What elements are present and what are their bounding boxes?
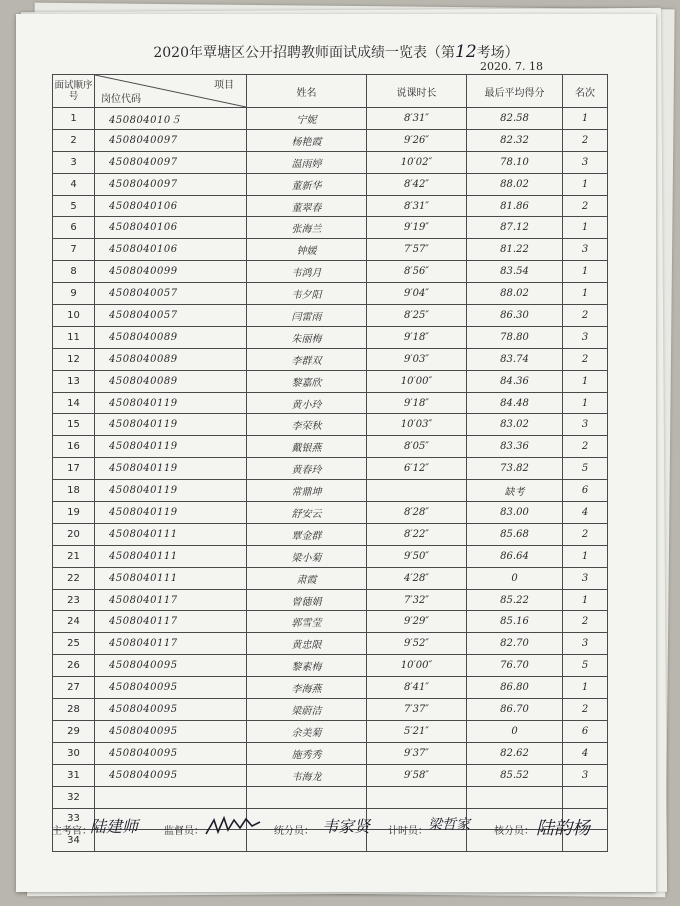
title-suffix: 考场） [476, 45, 519, 61]
row-lecture-time: 8′31″ [367, 195, 467, 217]
row-seq: 28 [53, 699, 95, 721]
table-row [53, 414, 608, 436]
header-rank: 名次 [563, 75, 608, 108]
row-name: 朱丽梅 [247, 326, 367, 348]
table-row [53, 720, 608, 742]
row-score: 0 [467, 567, 563, 589]
table-row [53, 129, 608, 151]
row-post-code: 4508040095 [95, 742, 247, 764]
row-seq: 3 [53, 151, 95, 173]
row-seq: 32 [53, 786, 95, 808]
row-name: 韦鸿月 [247, 261, 367, 283]
row-score: 76.70 [467, 655, 563, 677]
header-item-post [95, 75, 247, 108]
row-lecture-time: 9′29″ [367, 611, 467, 633]
row-lecture-time: 10′00″ [367, 370, 467, 392]
row-rank: 1 [563, 589, 608, 611]
row-seq: 30 [53, 742, 95, 764]
row-lecture-time: 8′22″ [367, 523, 467, 545]
row-rank: 3 [563, 633, 608, 655]
supervisor-signature-scribble [204, 814, 264, 838]
row-post-code: 4508040119 [95, 480, 247, 502]
row-name: 黄春玲 [247, 458, 367, 480]
row-score: 81.86 [467, 195, 563, 217]
row-rank: 2 [563, 348, 608, 370]
row-lecture-time: 8′05″ [367, 436, 467, 458]
row-seq: 11 [53, 326, 95, 348]
row-post-code: 450804010５ [95, 108, 247, 130]
row-seq: 31 [53, 764, 95, 786]
header-item: 项目 [214, 80, 234, 91]
row-post-code: 4508040089 [95, 326, 247, 348]
row-rank: 3 [563, 764, 608, 786]
row-name: 李荣秋 [247, 414, 367, 436]
table-row [53, 348, 608, 370]
row-seq: 22 [53, 567, 95, 589]
table-row [53, 611, 608, 633]
row-name: 肃霞 [247, 567, 367, 589]
table-row [53, 305, 608, 327]
row-lecture-time: 4′28″ [367, 567, 467, 589]
row-seq: 7 [53, 239, 95, 261]
row-name: 覃金群 [247, 523, 367, 545]
table-row [53, 545, 608, 567]
row-seq: 12 [53, 348, 95, 370]
row-rank: 1 [563, 108, 608, 130]
table-row [53, 567, 608, 589]
table-row [53, 151, 608, 173]
row-seq: 2 [53, 129, 95, 151]
row-post-code: 4508040117 [95, 589, 247, 611]
row-lecture-time: 7′32″ [367, 589, 467, 611]
row-lecture-time: 10′02″ [367, 151, 467, 173]
row-lecture-time: 5′21″ [367, 720, 467, 742]
row-lecture-time: 10′03″ [367, 414, 467, 436]
row-name: 郭雪莹 [247, 611, 367, 633]
table-row [53, 108, 608, 130]
row-name: 李群双 [247, 348, 367, 370]
row-score: 85.68 [467, 523, 563, 545]
row-name: 温雨婷 [247, 151, 367, 173]
header-score: 最后平均得分 [467, 75, 563, 108]
signature-footer [16, 812, 656, 852]
table-row [53, 173, 608, 195]
row-lecture-time: 9′04″ [367, 283, 467, 305]
row-post-code: 4508040099 [95, 261, 247, 283]
row-seq: 26 [53, 655, 95, 677]
row-rank: 1 [563, 677, 608, 699]
row-rank: 5 [563, 655, 608, 677]
row-rank: 1 [563, 217, 608, 239]
row-name: 钟媛 [247, 239, 367, 261]
row-lecture-time: 9′18″ [367, 326, 467, 348]
row-post-code: 4508040119 [95, 502, 247, 524]
row-seq: 8 [53, 261, 95, 283]
row-post-code: 4508040089 [95, 348, 247, 370]
row-name [247, 786, 367, 808]
row-name: 韦海龙 [247, 764, 367, 786]
row-name: 黎嘉欣 [247, 370, 367, 392]
row-name: 余美菊 [247, 720, 367, 742]
row-lecture-time: 9′18″ [367, 392, 467, 414]
row-rank: 3 [563, 151, 608, 173]
row-rank: 2 [563, 699, 608, 721]
row-score: 83.02 [467, 414, 563, 436]
row-rank: 2 [563, 523, 608, 545]
row-seq: 14 [53, 392, 95, 414]
row-name: 闫雷雨 [247, 305, 367, 327]
table-row [53, 326, 608, 348]
row-lecture-time: 8′42″ [367, 173, 467, 195]
row-rank: 6 [563, 480, 608, 502]
row-score: 88.02 [467, 283, 563, 305]
row-post-code: 4508040117 [95, 633, 247, 655]
table-row [53, 677, 608, 699]
row-rank: 2 [563, 611, 608, 633]
row-rank: 2 [563, 305, 608, 327]
row-seq: 24 [53, 611, 95, 633]
row-post-code: 4508040111 [95, 567, 247, 589]
row-score: 84.36 [467, 370, 563, 392]
row-post-code: 4508040117 [95, 611, 247, 633]
row-post-code: 4508040111 [95, 523, 247, 545]
row-name: 董新华 [247, 173, 367, 195]
row-seq: 34 [53, 830, 95, 852]
row-post-code: 4508040119 [95, 458, 247, 480]
row-lecture-time: 8′56″ [367, 261, 467, 283]
table-row [53, 458, 608, 480]
row-post-code: 4508040095 [95, 699, 247, 721]
row-score: 82.62 [467, 742, 563, 764]
sheet-date: 2020. 7. 18 [480, 60, 543, 73]
row-lecture-time [367, 786, 467, 808]
header-time: 说课时长 [367, 75, 467, 108]
row-name: 曾德娟 [247, 589, 367, 611]
row-post-code: 4508040119 [95, 436, 247, 458]
row-score: 81.22 [467, 239, 563, 261]
row-seq: 33 [53, 808, 95, 830]
row-name: 张海兰 [247, 217, 367, 239]
row-post-code: 4508040106 [95, 217, 247, 239]
table-row [53, 655, 608, 677]
row-rank: 2 [563, 436, 608, 458]
row-score: 84.48 [467, 392, 563, 414]
row-lecture-time: 10′00″ [367, 655, 467, 677]
row-score: 82.58 [467, 108, 563, 130]
table-row [53, 764, 608, 786]
row-seq: 27 [53, 677, 95, 699]
row-seq: 9 [53, 283, 95, 305]
row-post-code: 4508040095 [95, 720, 247, 742]
table-row [53, 589, 608, 611]
row-name: 黎素梅 [247, 655, 367, 677]
row-score: 0 [467, 720, 563, 742]
row-post-code [95, 786, 247, 808]
row-score: 83.36 [467, 436, 563, 458]
table-row [53, 217, 608, 239]
row-rank: 1 [563, 173, 608, 195]
row-score: 83.00 [467, 502, 563, 524]
row-post-code: 4508040057 [95, 305, 247, 327]
row-rank: 2 [563, 195, 608, 217]
row-lecture-time: 9′03″ [367, 348, 467, 370]
row-post-code: 4508040057 [95, 283, 247, 305]
row-score: 82.70 [467, 633, 563, 655]
row-rank: 1 [563, 370, 608, 392]
row-post-code: 4508040097 [95, 129, 247, 151]
row-name: 杨艳霞 [247, 129, 367, 151]
table-row [53, 370, 608, 392]
row-lecture-time [367, 480, 467, 502]
row-post-code: 4508040106 [95, 239, 247, 261]
stat-label: 统分员： [274, 826, 314, 837]
sheet-title [16, 42, 656, 62]
row-seq: 23 [53, 589, 95, 611]
row-seq: 19 [53, 502, 95, 524]
score-sheet [16, 14, 656, 892]
row-score: 78.80 [467, 326, 563, 348]
timer-label: 计时员： [388, 826, 428, 837]
row-seq: 4 [53, 173, 95, 195]
row-score: 83.74 [467, 348, 563, 370]
row-rank: 2 [563, 129, 608, 151]
row-lecture-time: 7′57″ [367, 239, 467, 261]
row-name: 董翠春 [247, 195, 367, 217]
row-score: 88.02 [467, 173, 563, 195]
checker-signature: 陆韵杨 [536, 818, 590, 839]
row-seq: 16 [53, 436, 95, 458]
row-lecture-time: 9′50″ [367, 545, 467, 567]
row-seq: 1 [53, 108, 95, 130]
row-post-code: 4508040119 [95, 414, 247, 436]
row-rank: 3 [563, 326, 608, 348]
row-lecture-time: 9′37″ [367, 742, 467, 764]
row-post-code: 4508040095 [95, 677, 247, 699]
row-lecture-time: 8′41″ [367, 677, 467, 699]
row-score: 83.54 [467, 261, 563, 283]
table-row [53, 195, 608, 217]
row-rank: 1 [563, 545, 608, 567]
checker-label: 核分员： [494, 826, 534, 837]
row-score: 78.10 [467, 151, 563, 173]
row-lecture-time: 8′28″ [367, 502, 467, 524]
row-name: 李海燕 [247, 677, 367, 699]
row-seq: 15 [53, 414, 95, 436]
supervisor-label: 监督员： [164, 826, 204, 837]
row-lecture-time: 9′26″ [367, 129, 467, 151]
table-row [53, 261, 608, 283]
row-post-code: 4508040095 [95, 655, 247, 677]
row-lecture-time: 6′12″ [367, 458, 467, 480]
row-name: 梁小菊 [247, 545, 367, 567]
row-rank: 1 [563, 283, 608, 305]
stat-signature: 韦家贤 [322, 817, 371, 836]
row-rank: 1 [563, 261, 608, 283]
table-row [53, 239, 608, 261]
row-rank: 3 [563, 239, 608, 261]
table-row [53, 283, 608, 305]
table-row [53, 699, 608, 721]
row-lecture-time: 8′31″ [367, 108, 467, 130]
row-rank: 3 [563, 567, 608, 589]
row-score: 86.64 [467, 545, 563, 567]
header-seq: 面试顺序号 [53, 75, 95, 108]
examiner-signature: 陆建师 [90, 817, 139, 836]
row-name: 戴银燕 [247, 436, 367, 458]
title-room-number: 12 [455, 42, 477, 62]
row-post-code: 4508040097 [95, 151, 247, 173]
row-lecture-time: 7′37″ [367, 699, 467, 721]
score-table [52, 74, 608, 852]
row-score: 86.80 [467, 677, 563, 699]
row-rank: 4 [563, 502, 608, 524]
row-rank [563, 786, 608, 808]
row-rank: 3 [563, 414, 608, 436]
row-score: 85.16 [467, 611, 563, 633]
table-row [53, 502, 608, 524]
title-prefix: 2020年覃塘区公开招聘教师面试成绩一览表（第 [153, 45, 455, 61]
table-body [53, 108, 608, 852]
row-lecture-time: 9′58″ [367, 764, 467, 786]
row-score [467, 786, 563, 808]
row-rank: 5 [563, 458, 608, 480]
timer-signature: 梁哲家 [428, 817, 470, 833]
table-row [53, 436, 608, 458]
examiner-label: 主考官： [52, 826, 92, 837]
row-name: 黄忠限 [247, 633, 367, 655]
row-seq: 10 [53, 305, 95, 327]
row-score: 73.82 [467, 458, 563, 480]
row-name: 常鼎坤 [247, 480, 367, 502]
row-name: 舒安云 [247, 502, 367, 524]
row-name: 梁蔚洁 [247, 699, 367, 721]
row-score: 缺考 [467, 480, 563, 502]
row-seq: 21 [53, 545, 95, 567]
row-score: 85.22 [467, 589, 563, 611]
row-score: 86.70 [467, 699, 563, 721]
row-rank: 1 [563, 392, 608, 414]
row-seq: 6 [53, 217, 95, 239]
row-post-code: 4508040111 [95, 545, 247, 567]
header-name: 姓名 [247, 75, 367, 108]
row-name: 宁妮 [247, 108, 367, 130]
row-rank: 6 [563, 720, 608, 742]
row-post-code: 4508040095 [95, 764, 247, 786]
row-post-code: 4508040106 [95, 195, 247, 217]
row-seq: 25 [53, 633, 95, 655]
row-seq: 17 [53, 458, 95, 480]
row-seq: 5 [53, 195, 95, 217]
row-seq: 18 [53, 480, 95, 502]
row-lecture-time: 9′19″ [367, 217, 467, 239]
row-post-code: 4508040119 [95, 392, 247, 414]
row-score: 87.12 [467, 217, 563, 239]
table-row [53, 742, 608, 764]
row-post-code: 4508040089 [95, 370, 247, 392]
row-name: 黄小玲 [247, 392, 367, 414]
table-header-row [53, 75, 608, 108]
row-lecture-time: 9′52″ [367, 633, 467, 655]
row-lecture-time: 8′25″ [367, 305, 467, 327]
header-post: 岗位代码 [101, 94, 141, 105]
table-row [53, 633, 608, 655]
row-rank: 4 [563, 742, 608, 764]
row-seq: 29 [53, 720, 95, 742]
table-row [53, 392, 608, 414]
row-name: 韦夕阳 [247, 283, 367, 305]
table-row [53, 480, 608, 502]
row-seq: 13 [53, 370, 95, 392]
row-seq: 20 [53, 523, 95, 545]
row-score: 86.30 [467, 305, 563, 327]
row-post-code: 4508040097 [95, 173, 247, 195]
row-score: 85.52 [467, 764, 563, 786]
row-name: 施秀秀 [247, 742, 367, 764]
row-score: 82.32 [467, 129, 563, 151]
table-row [53, 786, 608, 808]
table-row [53, 523, 608, 545]
